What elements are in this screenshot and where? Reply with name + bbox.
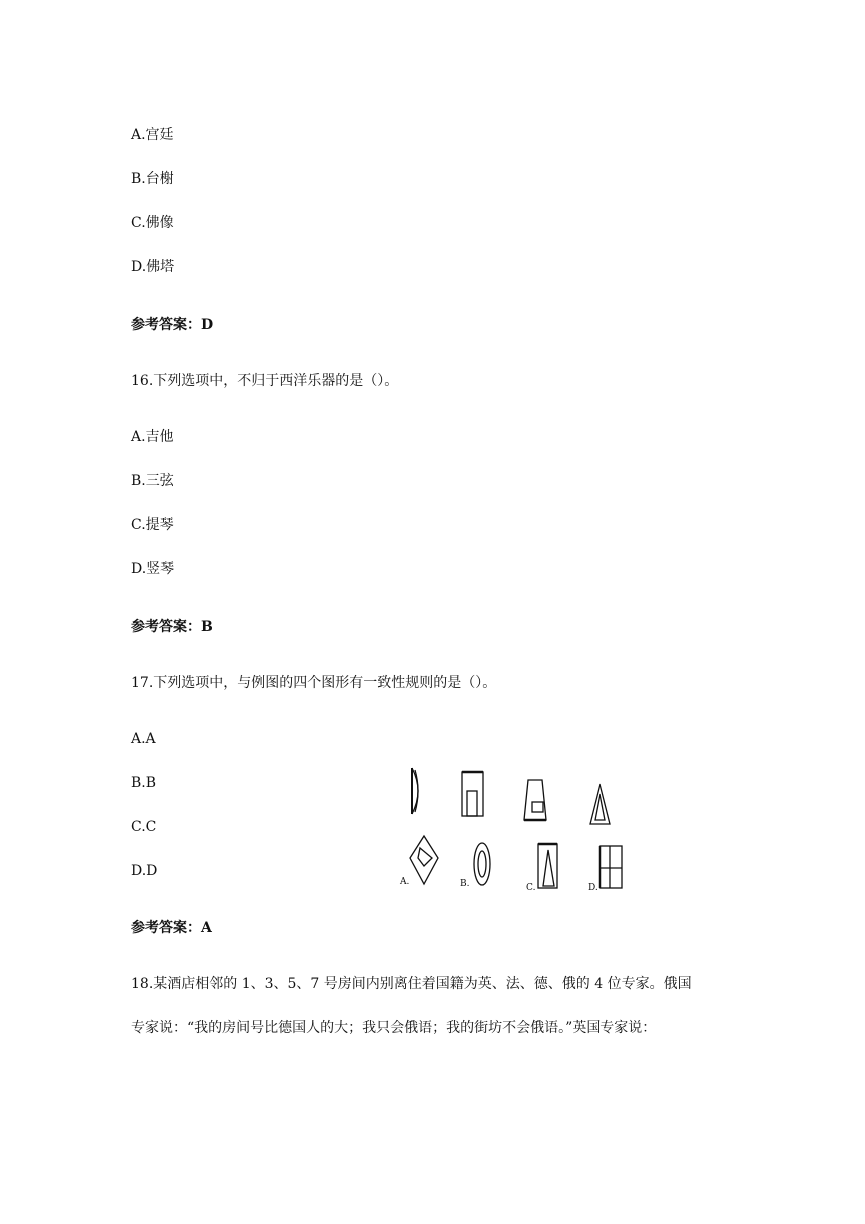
- q16-answer: 参考答案：B: [131, 619, 213, 635]
- option-shape-d: [600, 846, 622, 888]
- option-shape-c: [538, 844, 557, 888]
- q18-line-1: 18.某酒店相邻的 1、3、5、7 号房间内别离住着国籍为英、法、德、俄的 4 位专家。俄国: [131, 976, 692, 992]
- q17-question: 17.下列选项中，与例图的四个图形有一致性规则的是（）。: [131, 675, 497, 691]
- q17-option-a: A.A: [131, 731, 156, 747]
- q16-question: 16.下列选项中，不归于西洋乐器的是（）。: [131, 373, 399, 389]
- q17-option-d: D.D: [131, 863, 158, 879]
- q17-figure: [398, 760, 638, 902]
- example-shape-3: [524, 780, 546, 820]
- option-letter-c: C.: [526, 883, 536, 893]
- q17-option-b: B.B: [131, 775, 157, 791]
- q15-option-d: D.佛塔: [131, 259, 175, 275]
- q18-line-2: 专家说：“我的房间号比德国人的大；我只会俄语；我的街坊不会俄语。”英国专家说：: [131, 1020, 657, 1036]
- q15-answer: 参考答案：D: [131, 317, 214, 333]
- q15-option-a: A.宫廷: [131, 127, 174, 143]
- example-shape-4: [590, 784, 610, 824]
- q16-option-a: A.吉他: [131, 429, 174, 445]
- q15-option-c: C.佛像: [131, 215, 174, 231]
- q16-option-d: D.竖琴: [131, 561, 175, 577]
- option-shape-b: [474, 843, 490, 885]
- option-letter-d: D.: [588, 883, 598, 893]
- option-shape-a: [410, 836, 438, 884]
- example-shape-2: [462, 772, 483, 816]
- q17-option-c: C.C: [131, 819, 157, 835]
- q17-answer: 参考答案：A: [131, 920, 212, 936]
- option-letter-a: A.: [400, 877, 410, 887]
- q16-option-c: C.提琴: [131, 517, 174, 533]
- option-letter-b: B.: [460, 879, 470, 889]
- q15-option-b: B.台榭: [131, 171, 174, 187]
- q16-option-b: B.三弦: [131, 473, 174, 489]
- shape-puzzle-figure: [398, 760, 638, 902]
- example-shape-1: [412, 768, 418, 814]
